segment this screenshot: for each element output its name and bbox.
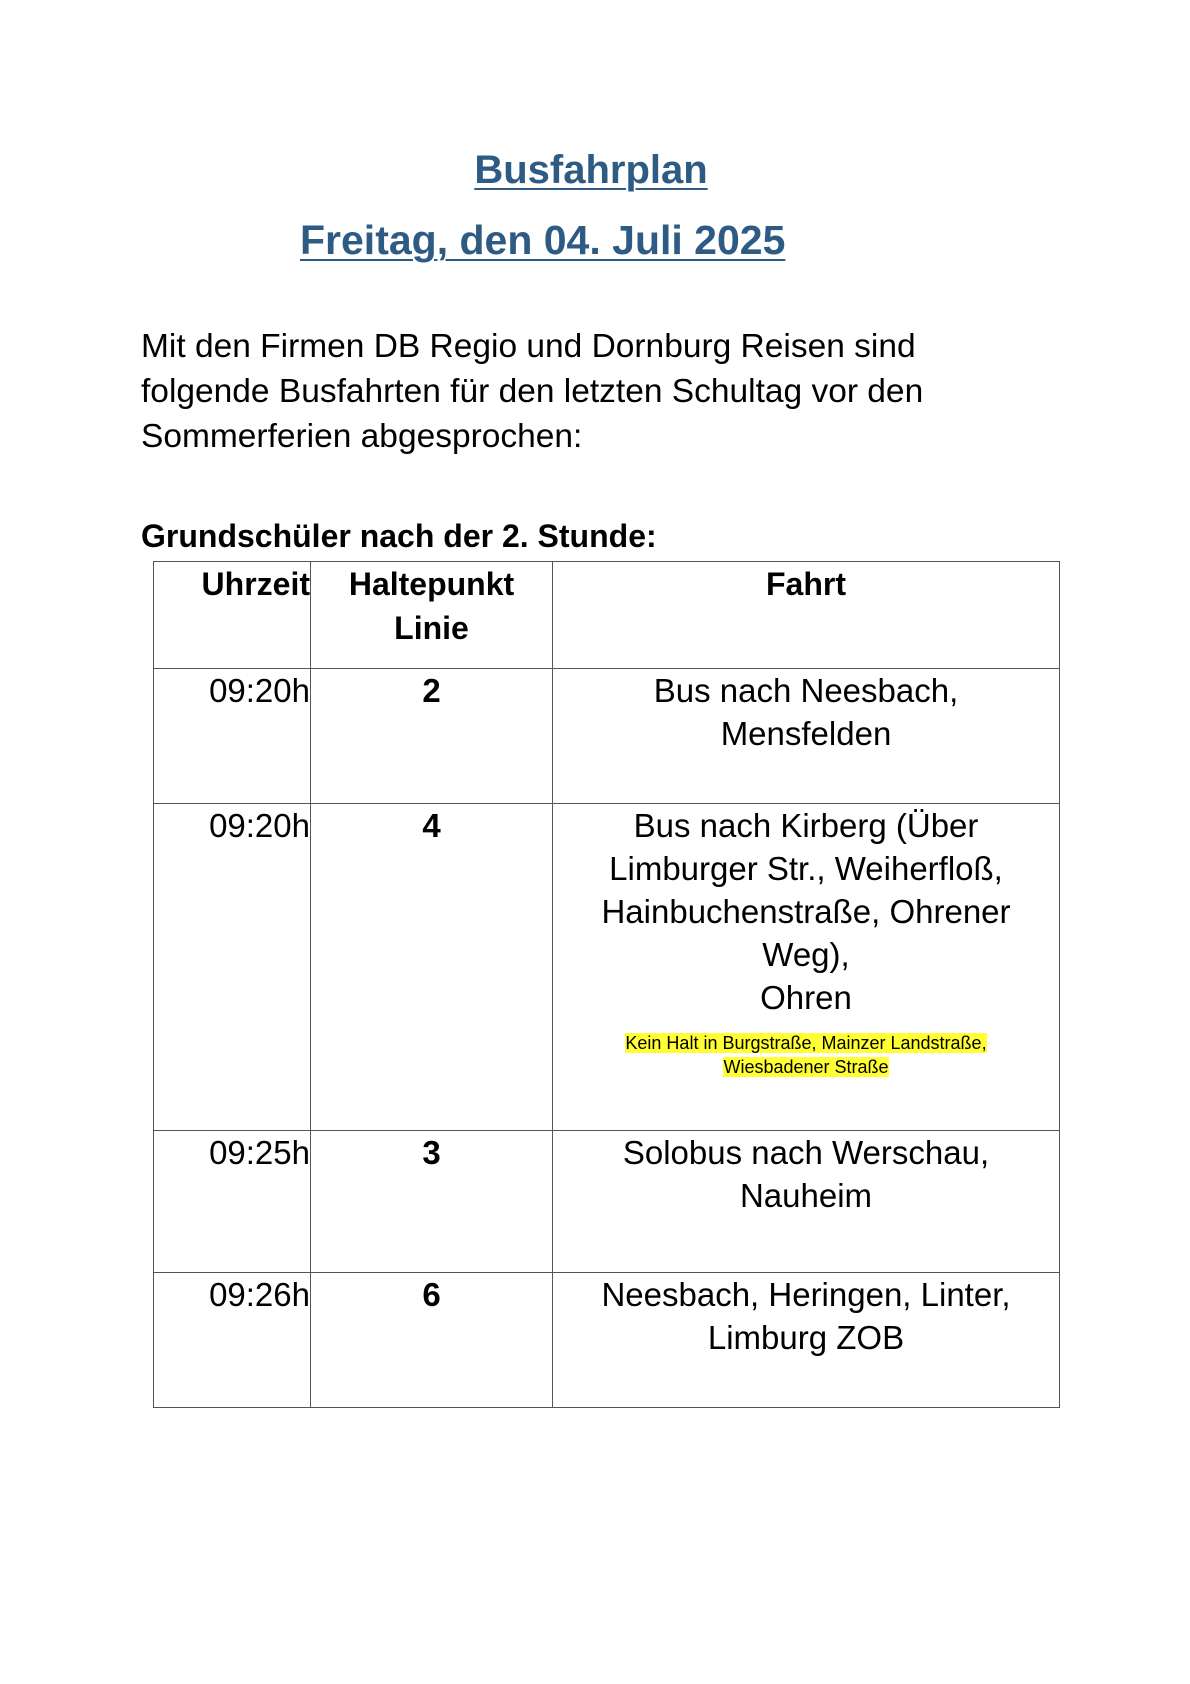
trip-line: Hainbuchenstraße, Ohrener: [601, 893, 1011, 930]
trip-line: Bus nach Kirberg (Über: [633, 807, 979, 844]
table-row: [154, 669, 1060, 804]
trip-line: Solobus nach Werschau,: [622, 1134, 990, 1171]
column-header-trip: Fahrt: [553, 562, 1060, 669]
cell-trip: [553, 669, 1060, 804]
column-header-stop-line1: Haltepunkt: [348, 566, 515, 602]
page-title: [0, 146, 1190, 194]
intro-line: folgende Busfahrten für den letzten Schultag vor den: [141, 373, 924, 410]
trip-line: Mensfelden: [720, 715, 892, 752]
table-row: [154, 804, 1060, 1131]
date-heading: Freitag, den 04. Juli 2025: [300, 217, 786, 263]
cell-trip: [553, 1131, 1060, 1273]
cell-time: 09:25h: [154, 1131, 311, 1273]
trip-line: Ohren: [760, 979, 852, 1016]
cell-trip: [553, 804, 1060, 1131]
trip-line: Limburger Str., Weiherfloß,: [609, 850, 1003, 887]
trip-line: Weg),: [762, 936, 850, 973]
cell-trip: [553, 1273, 1060, 1408]
cell-line: 4: [311, 804, 553, 1131]
cell-line: 3: [311, 1131, 553, 1273]
table-row: [154, 1131, 1060, 1273]
table-row: [154, 1273, 1060, 1408]
title-text: Busfahrplan: [474, 148, 708, 192]
cell-time: 09:26h: [154, 1273, 311, 1408]
trip-line: Nauheim: [739, 1177, 873, 1214]
trip-line: Neesbach, Heringen, Linter,: [601, 1276, 1011, 1313]
note-line: Wiesbadener Straße: [723, 1057, 889, 1077]
cell-time: 09:20h: [154, 669, 311, 804]
intro-line: Mit den Firmen DB Regio und Dornburg Reisen sind: [141, 328, 916, 365]
table-header-row: [154, 562, 1060, 669]
column-header-stop-line2: Linie: [394, 610, 469, 646]
highlighted-note: [553, 1031, 1059, 1079]
column-header-stop: [311, 562, 553, 669]
column-header-time: Uhrzeit: [154, 562, 311, 669]
section-heading: Grundschüler nach der 2. Stunde:: [141, 518, 657, 554]
intro-line: Sommerferien abgesprochen:: [141, 418, 583, 455]
intro-paragraph: [141, 324, 1041, 459]
cell-line: 6: [311, 1273, 553, 1408]
trip-line: Bus nach Neesbach,: [653, 672, 959, 709]
bus-schedule-table: [153, 561, 1060, 1408]
note-line: Kein Halt in Burgstraße, Mainzer Landstraße,: [625, 1033, 987, 1053]
cell-time: 09:20h: [154, 804, 311, 1131]
trip-line: Limburg ZOB: [707, 1319, 905, 1356]
cell-line: 2: [311, 669, 553, 804]
